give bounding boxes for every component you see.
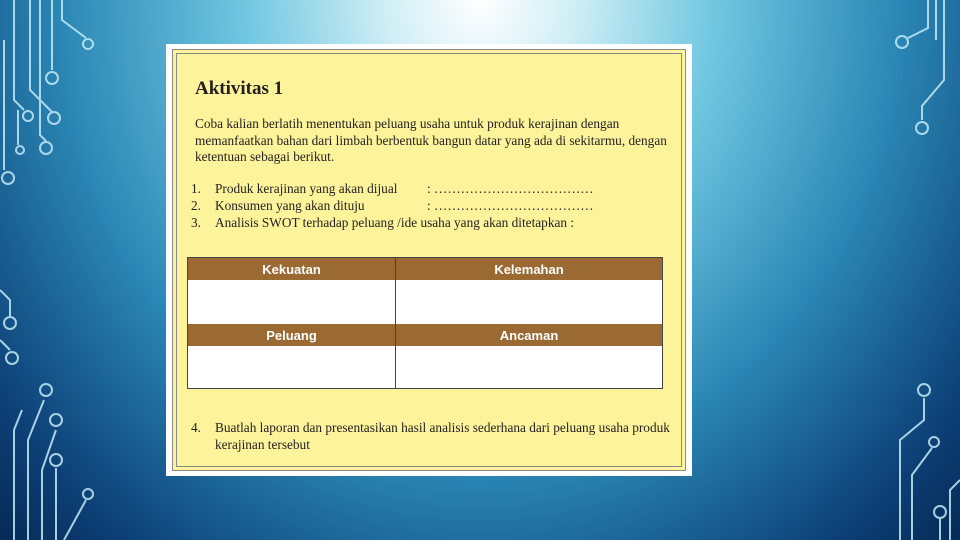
swot-header-strengths: Kekuatan (188, 258, 395, 280)
activity-title: Aktivitas 1 (195, 78, 284, 99)
list-item-blank: : ……………………………… (427, 198, 594, 213)
list-item-label: Analisis SWOT terhadap peluang /ide usaha yang akan ditetapkan : (215, 215, 575, 230)
swot-header-weaknesses: Kelemahan (396, 258, 662, 280)
list-item-label: Konsumen yang akan dituju (215, 198, 365, 213)
list-item-number: 3. (191, 215, 201, 230)
swot-table (187, 257, 663, 389)
list-item-label: Produk kerajinan yang akan dijual (215, 181, 398, 196)
list-item-number: 4. (191, 420, 201, 435)
list-item-number: 1. (191, 181, 201, 196)
swot-header-threats: Ancaman (396, 324, 662, 346)
activity-intro: Coba kalian berlatih menentukan peluang usaha untuk produk kerajinan dengan memanfaatkan bahan dari limbah berbentuk bangun datar yang ada di sekitarmu, dengan ketentuan sebagai berikut. (195, 116, 667, 164)
list-item-number: 2. (191, 198, 201, 213)
worksheet-image (166, 44, 692, 476)
list-item-label: Buatlah laporan dan presentasikan hasil analisis sederhana dari peluang usaha produk kerajinan tersebut (215, 420, 670, 452)
activity-card (172, 49, 686, 471)
swot-header-opportunities: Peluang (188, 324, 395, 346)
list-item-blank: : ……………………………… (427, 181, 594, 196)
swot-divider (395, 258, 396, 388)
